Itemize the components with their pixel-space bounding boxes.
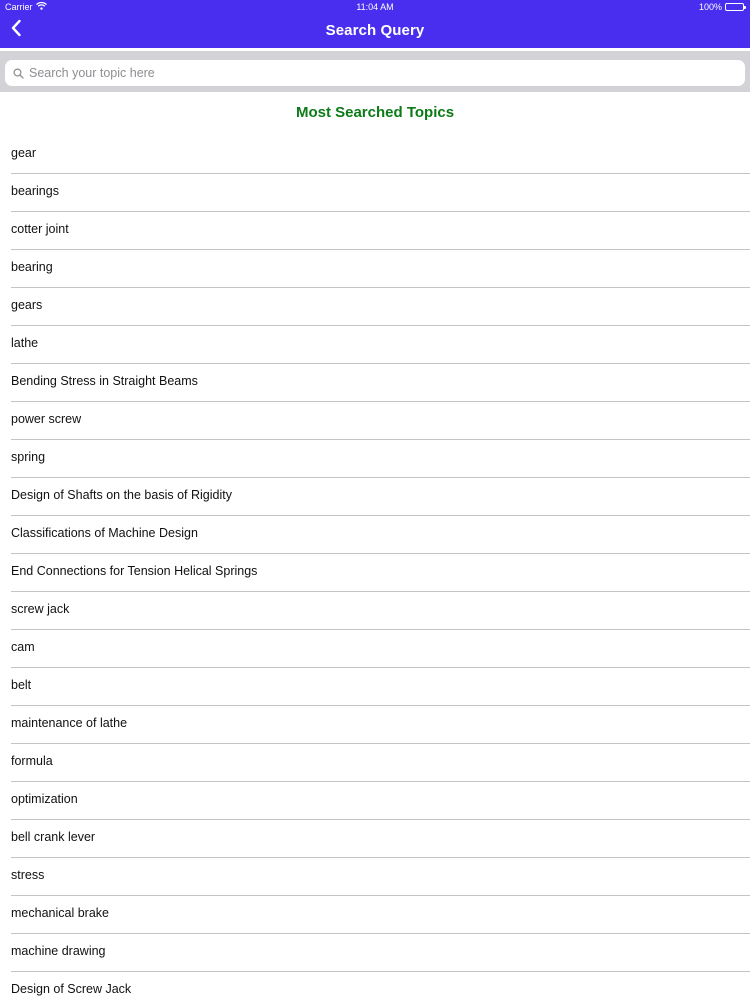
topic-list-item[interactable]: [0, 478, 750, 516]
topic-list-item[interactable]: [0, 744, 750, 782]
topic-label: stress: [11, 868, 45, 882]
topic-list-item[interactable]: [0, 782, 750, 820]
status-time: 11:04 AM: [356, 2, 394, 12]
top-bar: [0, 0, 750, 48]
page-title: Search Query: [325, 22, 425, 39]
topic-list-item[interactable]: [0, 858, 750, 896]
topic-label: bearings: [11, 184, 59, 198]
topic-label: End Connections for Tension Helical Springs: [11, 564, 258, 578]
topic-list-item[interactable]: [0, 592, 750, 630]
topic-list-item[interactable]: [0, 668, 750, 706]
topic-list-item[interactable]: [0, 896, 750, 934]
topic-list-item[interactable]: [0, 934, 750, 972]
topic-label: bell crank lever: [11, 830, 96, 844]
topic-list-item[interactable]: [0, 364, 750, 402]
status-bar: [0, 0, 750, 14]
topic-list-item[interactable]: [0, 820, 750, 858]
topic-list-item[interactable]: [0, 288, 750, 326]
topic-label: lathe: [11, 336, 39, 350]
topic-list-item[interactable]: [0, 554, 750, 592]
topic-label: maintenance of lathe: [11, 716, 128, 730]
topic-list-item[interactable]: [0, 630, 750, 668]
topic-label: belt: [11, 678, 32, 692]
topic-list-item[interactable]: [0, 326, 750, 364]
topic-label: spring: [11, 450, 46, 464]
carrier-label: Carrier: [5, 2, 33, 12]
topic-label: Design of Screw Jack: [11, 982, 132, 996]
topic-label: gear: [11, 146, 37, 160]
search-input[interactable]: [29, 66, 709, 80]
topic-list-item[interactable]: [0, 174, 750, 212]
topic-list-item[interactable]: [0, 706, 750, 744]
topic-label: mechanical brake: [11, 906, 109, 920]
topic-label: screw jack: [11, 602, 70, 616]
topic-list: [0, 136, 750, 1000]
section-title: Most Searched Topics: [295, 104, 455, 121]
topic-label: gears: [11, 298, 43, 312]
battery-percentage: 100%: [698, 2, 722, 12]
topic-label: machine drawing: [11, 944, 106, 958]
topic-label: cam: [11, 640, 35, 654]
topic-list-item[interactable]: [0, 516, 750, 554]
topic-label: Design of Shafts on the basis of Rigidity: [11, 488, 232, 502]
topic-label: formula: [11, 754, 53, 768]
topic-list-item[interactable]: [0, 212, 750, 250]
search-bar-container: [0, 48, 750, 92]
topic-label: cotter joint: [11, 222, 69, 236]
topic-list-item[interactable]: [0, 250, 750, 288]
topic-list-item[interactable]: [0, 402, 750, 440]
battery-icon: [725, 3, 746, 11]
search-field[interactable]: [5, 60, 745, 86]
topic-label: power screw: [11, 412, 82, 426]
topic-list-item[interactable]: [0, 136, 750, 174]
topic-list-item[interactable]: [0, 972, 750, 1000]
topic-list-item[interactable]: [0, 440, 750, 478]
search-icon: [13, 68, 24, 79]
topic-label: Bending Stress in Straight Beams: [11, 374, 198, 388]
topic-label: optimization: [11, 792, 78, 806]
topic-label: bearing: [11, 260, 53, 274]
navigation-bar: [0, 14, 750, 48]
topic-label: Classifications of Machine Design: [11, 526, 198, 540]
status-right: [699, 0, 746, 14]
